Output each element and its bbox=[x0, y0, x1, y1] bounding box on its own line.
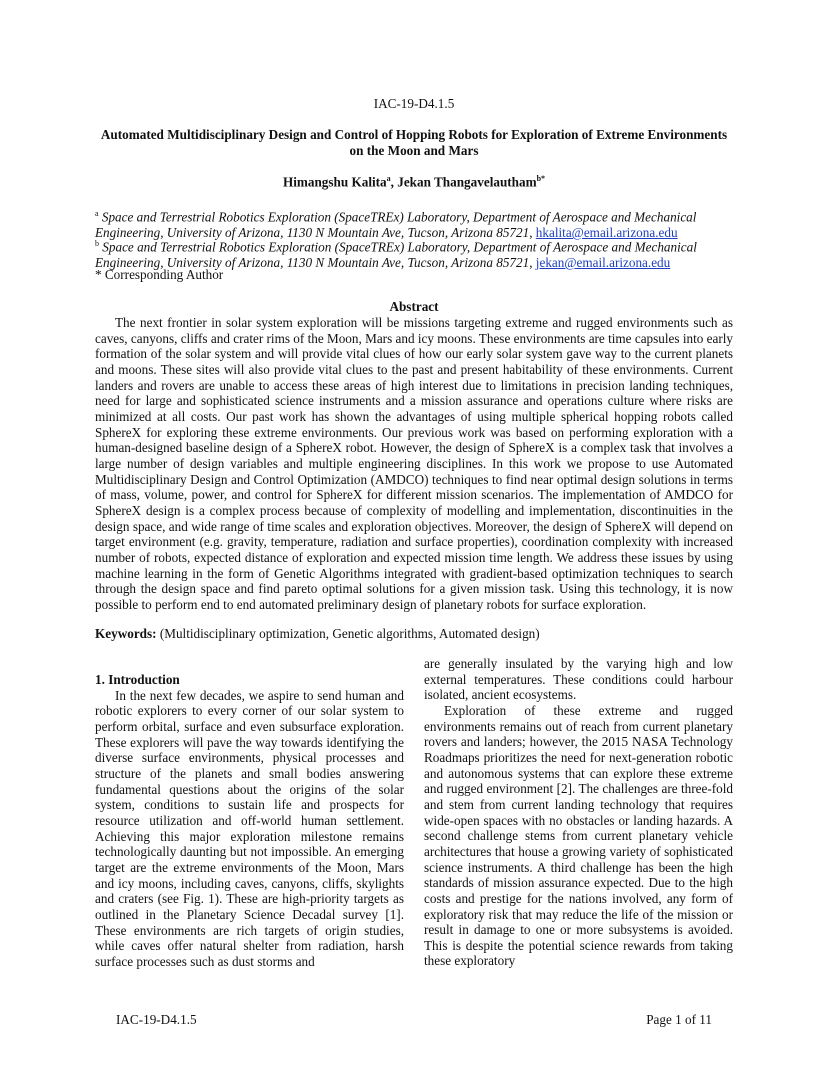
left-column bbox=[95, 656, 404, 969]
email-link[interactable]: hkalita@email.arizona.edu bbox=[535, 224, 678, 240]
section-heading: 1. Introduction bbox=[95, 672, 180, 687]
body-paragraph: Exploration of these extreme and rugged environments remains out of reach from current planetary rovers and landers; however, the 2015 NASA Technology Roadmaps prioritizes the need for next-generation robotic and autonomous systems that can explore these extreme and rugged environment [2]. The challenges are three-fold and stem from current landing technology that requires wide-open spaces with no obstacles or landing hazards. A second challenge stems from current planetary vehicle architectures that house a growing variety of sophisticated science instruments. A third challenge has been the high standards of mission assurance expected. Due to the high costs and prestige for the nations involved, any form of exploratory risk that may reduce the life of the mission or result in damage to one or more subsystems is avoided. This is despite the potential science rewards from taking these exploratory bbox=[424, 702, 733, 969]
body-paragraph: In the next few decades, we aspire to send human and robotic explorers to every corner of our solar system to perform orbital, surface and even subsurface exploration. These explorers will pave the way towards identifying the diverse surface environments, physical processes and structure of the planets and small bodies answering fundamental questions about the origins of the solar system, conditions to sustain life and prospects for resource utilization and off-world human settlement. Achieving this major exploration milestone remains technologically daunting but not impossible. An emerging target are the extreme environments of the Moon, Mars and icy moons, including caves, canyons, cliffs, skylights and craters (see Fig. 1). These are high-priority targets as outlined in the Planetary Science Decadal survey [1]. These environments are rich targets of origin studies, while caves offer natural shelter from radiation, harsh surface processes such as dust storms and bbox=[95, 687, 404, 969]
body-paragraph: are generally insulated by the varying high and low external temperatures. These conditions could harbour isolated, ancient ecosystems. bbox=[424, 656, 733, 703]
right-column bbox=[424, 656, 733, 969]
corresponding-author-note: * Corresponding Author bbox=[95, 267, 224, 282]
paper-title: Automated Multidisciplinary Design and Control of Hopping Robots for Exploration of Extreme Environments on the Moon and Mars bbox=[100, 127, 728, 158]
affiliation-marker: a bbox=[386, 174, 391, 183]
affiliation-marker: b bbox=[95, 239, 99, 248]
email-link[interactable]: jekan@email.arizona.edu bbox=[535, 254, 671, 270]
affiliation-marker: b* bbox=[536, 174, 546, 183]
abstract-text: The next frontier in solar system exploration will be missions targeting extreme and rugged environments such as caves, canyons, cliffs and crater rims of the Moon, Mars and icy moons. These environments are time capsules into early formation of the solar system and will provide vital clues of how our early solar system gave way to the current planets and moons. These sites will also provide vital clues to the past and present habitability of these environments. Current landers and rovers are unable to access these areas of high interest due to limitations in precision landing techniques, need for large and sophisticated science instruments and a mission assurance and operations culture where risks are minimized at all costs. Our past work has shown the advantages of using multiple spherical hopping robots called SphereX for exploring these extreme environments. Our previous work was based on performing exploration with a human-designed baseline design of a SphereX robot. However, the design of SphereX is a complex task that involves a large number of design variables and multiple engineering disciplines. In this work we propose to use Automated Multidisciplinary Design and Control Optimization (AMDCO) techniques to find near optimal design solutions in terms of mass, volume, power, and control for SphereX for different mission scenarios. The implementation of AMDCO for SphereX design is a complex process because of complexity of modelling and implementation, discontinuities in the design space, and wide range of time scales and exploration objectives. Moreover, the design of SphereX will depend on target environment (e.g. gravity, temperature, radiation and surface properties), coordination complexity with increased number of robots, expected distance of exploration and expected mission time length. We address these issues by using machine learning in the form of Genetic Algorithms integrated with gradient-based optimization techniques to search through the design space and find pareto optimal solutions for a given mission task. Using this technology, it is now possible to perform end to end automated preliminary design of planetary robots for surface exploration. bbox=[95, 315, 733, 612]
footer-paper-code: IAC-19-D4.1.5 bbox=[116, 1012, 197, 1027]
affiliation-text: Space and Terrestrial Robotics Exploration (SpaceTREx) Laboratory, Department of Aerospace and Mechanical Engineering, University of Arizona, 1130 N Mountain Ave, Tucson, Arizona 85721 bbox=[95, 209, 697, 240]
keywords-line bbox=[95, 626, 733, 642]
paper-code-header: IAC-19-D4.1.5 bbox=[373, 96, 455, 111]
author-separator: , bbox=[390, 174, 398, 190]
affiliation-marker: a bbox=[95, 209, 99, 218]
keywords-text: (Multidisciplinary optimization, Genetic algorithms, Automated design) bbox=[156, 626, 540, 641]
affiliation-separator: , bbox=[529, 254, 536, 270]
affiliation-b bbox=[95, 236, 733, 271]
footer-page-number: Page 1 of 11 bbox=[646, 1012, 712, 1027]
author-name: Himangshu Kalita bbox=[282, 174, 387, 190]
affiliation-separator: , bbox=[529, 224, 536, 240]
author-line bbox=[0, 174, 828, 190]
abstract-heading: Abstract bbox=[389, 299, 439, 314]
author-name: Jekan Thangavelautham bbox=[397, 174, 537, 190]
affiliation-text: Space and Terrestrial Robotics Exploration (SpaceTREx) Laboratory, Department of Aerospace and Mechanical Engineering, University of Arizona, 1130 N Mountain Ave, Tucson, Arizona 85721 bbox=[95, 239, 697, 270]
keywords-label: Keywords: bbox=[95, 626, 157, 641]
